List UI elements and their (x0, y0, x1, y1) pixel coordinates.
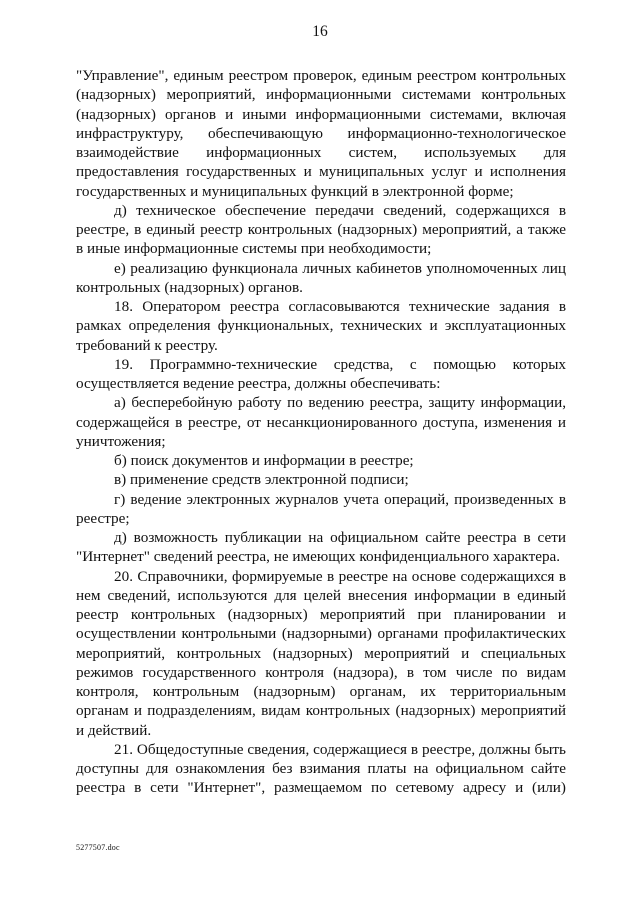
paragraph-item-e-cabinets: е) реализацию функционала личных кабинетов уполномоченных лиц контрольных (надзорных) органов. (76, 259, 566, 296)
paragraph-19-g: г) ведение электронных журналов учета операций, произведенных в реестре; (76, 490, 566, 527)
paragraph-18: 18. Оператором реестра согласовываются технические задания в рамках определения функциональных, технических и эксплуатационных требований к реестру. (76, 298, 566, 354)
page-number: 16 (312, 23, 328, 40)
paragraph-continuation: "Управление", единым реестром проверок, единым реестром контрольных (надзорных) мероприятий, информационными системами контрольных (надзорных) органов и иными информационными системами, включая инфраструктуру, обеспечивающую информационно-технологическое взаимодействие информационных систем, используемых для предоставления государственных и муниципальных услуг и исполнения государственных и муниципальных функций в электронной форме; (76, 67, 566, 200)
paragraph-20: 20. Справочники, формируемые в реестре на основе содержащихся в нем сведений, используются для целей внесения информации в единый реестр контрольных (надзорных) мероприятий при планировании и осуществлении контрольными (надзорными) органами профилактических мероприятий, контрольных (надзорных) мероприятий и специальных режимов государственного контроля (надзора), в том числе по видам контроля, контрольным (надзорным) органам, их территориальным органам и подразделениям, видам контрольных (надзорных) мероприятий и действий. (76, 567, 566, 739)
document-file-code: 5277507.doc (76, 843, 120, 852)
paragraph-item-d-transfer: д) техническое обеспечение передачи сведений, содержащихся в реестре, в единый реестр контрольных (надзорных) мероприятий, а также в иные информационные системы при необходимости; (76, 201, 566, 258)
paragraph-19-d: д) возможность публикации на официальном сайте реестра в сети "Интернет" сведений реестра, не имеющих конфиденциального характера. (76, 529, 566, 566)
document-body (76, 66, 566, 798)
paragraph-19: 19. Программно-технические средства, с помощью которых осуществляется ведение реестра, должны обеспечивать: (76, 355, 566, 392)
paragraph-21: 21. Общедоступные сведения, содержащиеся в реестре, должны быть доступны для ознакомления без взимания платы на официальном сайте реестра в сети "Интернет", размещаемом по сетевому адресу и (или) (76, 740, 566, 797)
paragraph-19-b: б) поиск документов и информации в реестре; (114, 452, 414, 469)
paragraph-19-a: а) бесперебойную работу по ведению реестра, защиту информации, содержащейся в реестре, от несанкционированного доступа, изменения и уничтожения; (76, 394, 566, 450)
paragraph-19-v: в) применение средств электронной подписи; (114, 471, 409, 489)
